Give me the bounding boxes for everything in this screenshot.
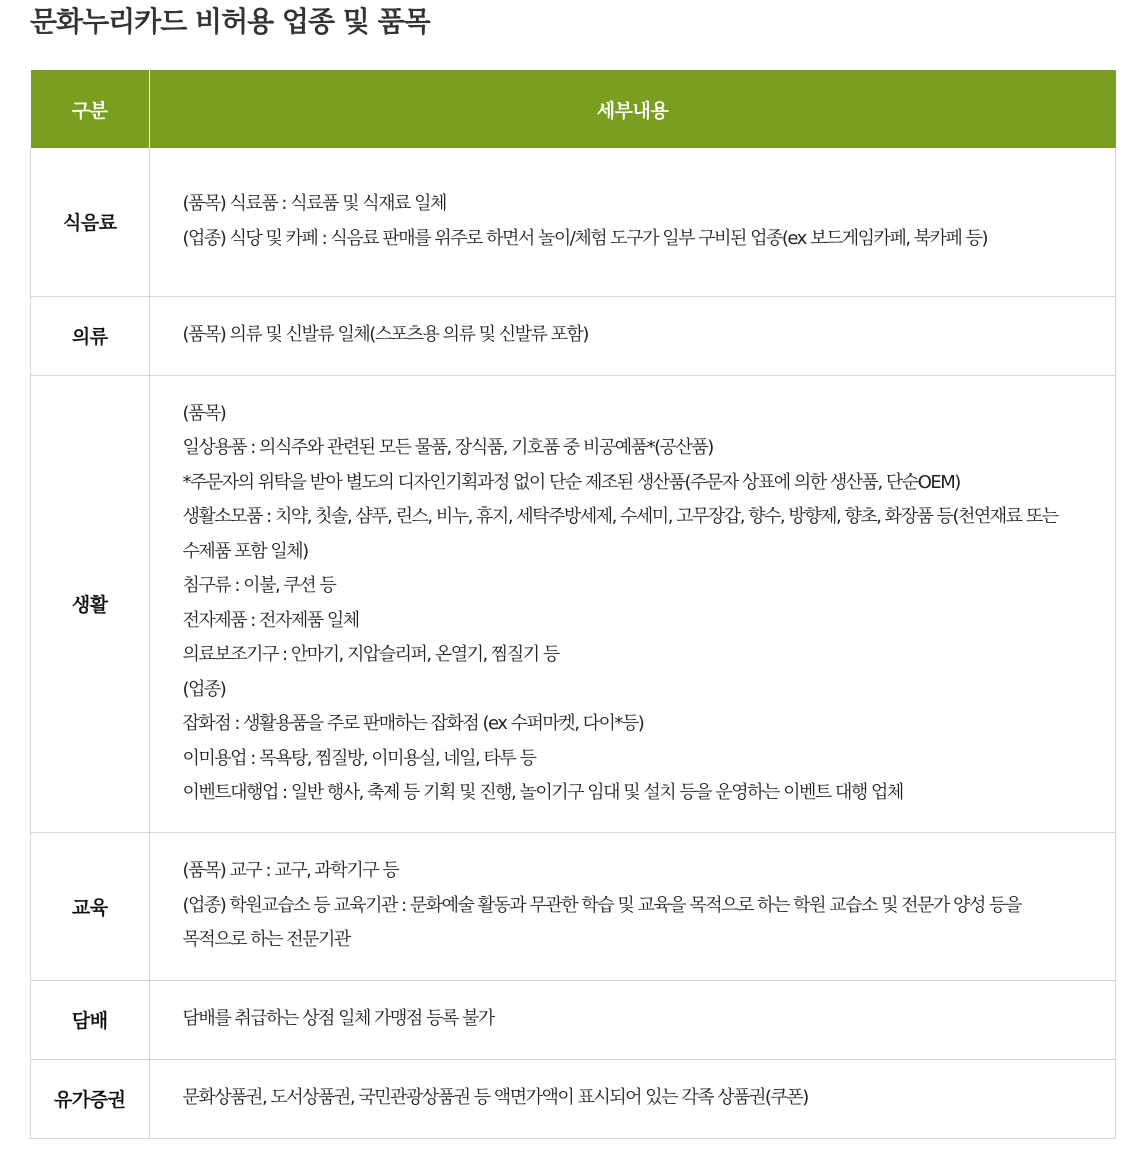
category-cell: 교육 (31, 832, 150, 980)
table-row (31, 148, 1116, 296)
header-category: 구분 (31, 70, 150, 148)
detail-cell (149, 148, 1116, 296)
detail-line: (업종) 식당 및 카페 : 식음료 판매를 위주로 하면서 놀이/체험 도구가 일부 구비된 업종(ex 보드게임카페, 북카페 등) (182, 227, 988, 249)
detail-line: 생활소모품 : 치약, 칫솔, 샴푸, 린스, 비누, 휴지, 세탁주방세제, 수세미, 고무장갑, 향수, 방향제, 향초, 화장품 등(천연재료 또는 수제품 포함 일체) (182, 506, 1058, 562)
detail-line: 일상용품 : 의식주와 관련된 모든 물품, 장식품, 기호품 중 비공예품*(공산품) (182, 437, 713, 458)
detail-line: (품목) 교구 : 교구, 과학기구 등 (182, 860, 399, 882)
category-cell: 생활 (31, 375, 150, 832)
detail-cell (149, 1059, 1116, 1138)
detail-line: 이미용업 : 목욕탕, 찜질방, 이미용실, 네일, 타투 등 (182, 747, 536, 769)
detail-line: 침구류 : 이불, 쿠션 등 (182, 575, 336, 596)
category-cell: 의류 (31, 296, 150, 375)
table-row (31, 296, 1116, 375)
detail-line: 문화상품권, 도서상품권, 국민관광상품권 등 액면가액이 표시되어 있는 각족 상품권(쿠폰) (182, 1087, 808, 1109)
detail-line: 전자제품 : 전자제품 일체 (182, 609, 359, 631)
table-row (31, 1059, 1116, 1138)
category-cell: 담배 (31, 980, 150, 1059)
detail-line: 이벤트대행업 : 일반 행사, 축제 등 기획 및 진행, 놀이기구 임대 및 설치 등을 운영하는 이벤트 대행 업체 (182, 782, 903, 803)
detail-line: 잡화점 : 생활용품을 주로 판매하는 잡화점 (ex 수퍼마켓, 다이*등) (182, 713, 644, 734)
table-row (31, 375, 1116, 832)
header-details: 세부내용 (149, 70, 1116, 148)
table-row (31, 832, 1116, 980)
detail-cell (149, 296, 1116, 375)
detail-line: 의료보조기구 : 안마기, 지압슬리퍼, 온열기, 찜질기 등 (182, 644, 559, 665)
detail-line: *주문자의 위탁을 받아 별도의 디자인기획과정 없이 단순 제조된 생산품(주문자 상표에 의한 생산품, 단순OEM) (182, 471, 960, 493)
page-title: 문화누리카드 비허용 업종 및 품목 (30, 5, 430, 38)
detail-line: 담배를 취급하는 상점 일체 가맹점 등록 불가 (182, 1008, 494, 1030)
category-cell: 유가증권 (31, 1059, 150, 1138)
table-row (31, 980, 1116, 1059)
detail-line: (품목) 식료품 : 식료품 및 식재료 일체 (182, 193, 446, 215)
category-cell: 식음료 (31, 148, 150, 296)
detail-line: (품목) 의류 및 신발류 일체(스포츠용 의류 및 신발류 포함) (182, 324, 588, 346)
detail-cell (149, 980, 1116, 1059)
detail-cell (149, 832, 1116, 980)
detail-cell (149, 375, 1116, 832)
detail-line: (업종) (182, 678, 226, 700)
exclusion-table (30, 70, 1116, 1139)
detail-line: (업종) 학원교습소 등 교육기관 : 문화예술 활동과 무관한 학습 및 교육을 목적으로 하는 학원 교습소 및 전문가 양성 등을 목적으로 하는 전문기관 (182, 894, 1021, 951)
detail-line: (품목) (182, 402, 226, 424)
table-header-row (31, 70, 1116, 148)
